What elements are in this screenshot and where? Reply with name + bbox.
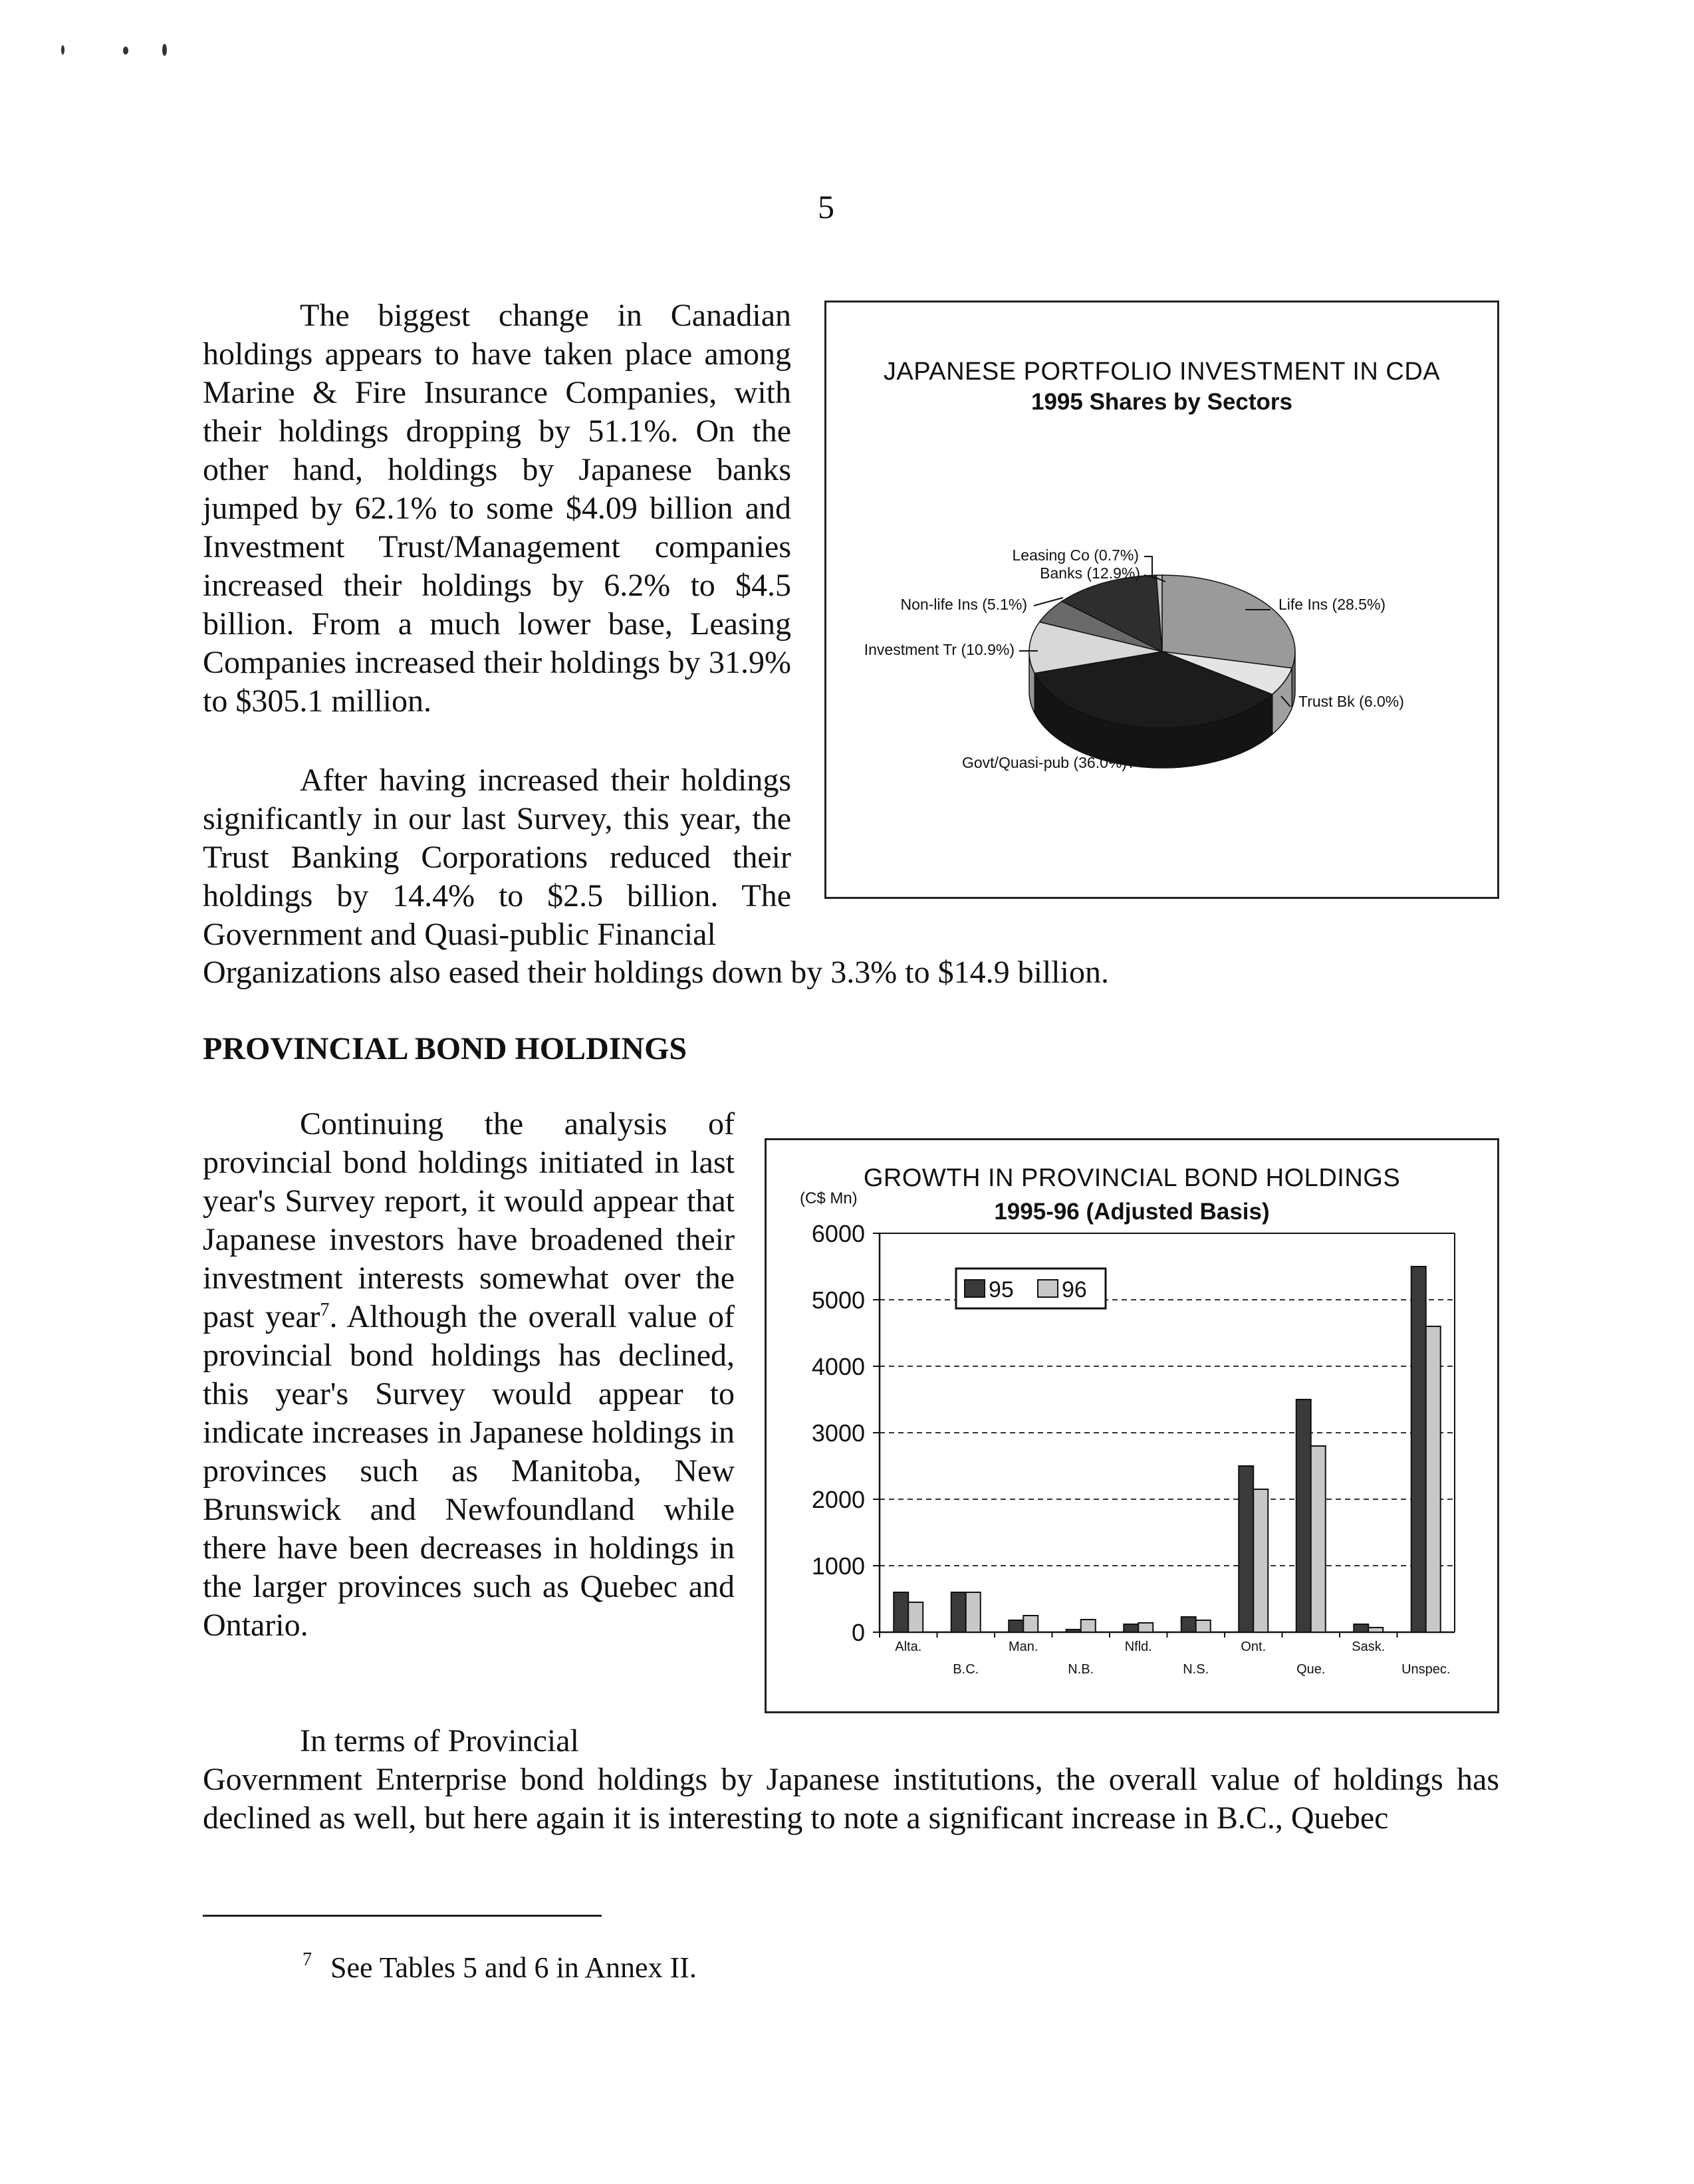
- x-tick-label: Man.: [1009, 1639, 1038, 1654]
- bar-96: [1426, 1326, 1441, 1632]
- paragraph-text: Continuing the analysis of provincial bond holdings initiated in last year's Survey report, it would appear that Japanese investors have broadened their investment interests somewhat over the past year: [203, 1106, 735, 1334]
- bar-95: [1009, 1620, 1023, 1632]
- bar-95: [1124, 1624, 1138, 1632]
- legend-swatch-95: [965, 1280, 985, 1297]
- pie-slice-label: Life Ins (28.5%): [1278, 596, 1386, 613]
- bar-95: [1181, 1617, 1196, 1632]
- paragraph-text: The biggest change in Canadian holdings appears to have taken place among Marine & Fire Insurance Companies, with their holdings dropping by 51.1%. On the other hand, holdings by Japanese banks jumped by 62.1% to some $4.09 billion and Investment Trust/Management companies increased their holdings by 6.2% to $4.5 billion. From a much lower base, Leasing Companies increased their holdings by 31.9% to $305.1 million.: [203, 298, 791, 719]
- y-tick-label: 5000: [811, 1286, 865, 1314]
- paragraph-enterprise-bonds: [203, 1722, 1499, 1838]
- pie-slice-label: Non-life Ins (5.1%): [900, 596, 1027, 613]
- x-tick-label: B.C.: [953, 1662, 979, 1677]
- bar-96: [1311, 1446, 1326, 1632]
- pie-slice-label: Trust Bk (6.0%): [1298, 693, 1404, 710]
- bar-95: [951, 1592, 966, 1632]
- section-heading: PROVINCIAL BOND HOLDINGS: [203, 1031, 687, 1066]
- pie-leader-line: [1144, 556, 1152, 575]
- x-tick-label: N.S.: [1183, 1662, 1209, 1677]
- footnote: [302, 1949, 697, 1985]
- scan-speck: [123, 47, 128, 55]
- bar-96: [966, 1592, 981, 1632]
- x-tick-label: Que.: [1296, 1662, 1326, 1677]
- page-number: 5: [818, 188, 834, 225]
- y-tick-label: 0: [851, 1619, 865, 1646]
- pie-slice-label: Banks (12.9%): [1040, 564, 1140, 582]
- scan-speck: [61, 45, 64, 55]
- x-tick-label: Ont.: [1241, 1639, 1267, 1654]
- paragraph-text: Organizations also eased their holdings down by 3.3% to $14.9 billion.: [203, 955, 1109, 990]
- footnote-rule: [203, 1915, 602, 1917]
- bar-chart: [767, 1140, 1497, 1711]
- bar-96: [1196, 1620, 1211, 1632]
- bar-95: [1296, 1399, 1311, 1632]
- pie-chart-title: JAPANESE PORTFOLIO INVESTMENT IN CDA: [883, 358, 1441, 386]
- legend-label: 96: [1062, 1277, 1087, 1302]
- pie-slice-label: Leasing Co (0.7%): [1012, 546, 1139, 564]
- y-tick-label: 2000: [811, 1486, 865, 1513]
- paragraph-insurance-banks: [203, 297, 791, 721]
- y-tick-label: 4000: [811, 1353, 865, 1380]
- pie-slice-label: Investment Tr (10.9%): [864, 641, 1015, 658]
- bar-95: [1066, 1630, 1081, 1632]
- x-tick-label: Unspec.: [1401, 1662, 1451, 1677]
- legend: [956, 1269, 1106, 1308]
- bar-chart-unit-label: (C$ Mn): [800, 1189, 858, 1207]
- paragraph-text: Government Enterprise bond holdings by Japanese institutions, the overall value of holdings has declined as well, but here again it is interesting to note a significant increase in B.C., Quebec: [203, 1762, 1499, 1836]
- paragraph-provincial-bonds: [203, 1105, 735, 1645]
- x-tick-label: N.B.: [1068, 1662, 1094, 1677]
- bar-96: [1253, 1489, 1268, 1632]
- bar-chart-subtitle: 1995-96 (Adjusted Basis): [994, 1199, 1270, 1225]
- paragraph-text: . Although the overall value of provincial bond holdings has declined, this year's Survey would appear to indicate increases in Japanese holdings in provinces such as Manitoba, New Brunswick and Newfoundland while there have been decreases in holdings in the larger provinces such as Quebec and Ontario.: [203, 1299, 735, 1643]
- bar-95: [1239, 1466, 1253, 1632]
- x-tick-label: Nfld.: [1124, 1639, 1152, 1654]
- pie-chart: [826, 303, 1497, 834]
- x-tick-label: Alta.: [895, 1639, 922, 1654]
- bar-96: [1138, 1623, 1153, 1632]
- scan-speck: [162, 44, 167, 56]
- footnote-text: See Tables 5 and 6 in Annex II.: [330, 1951, 697, 1984]
- footnote-marker: 7: [302, 1949, 312, 1970]
- bar-96: [1081, 1620, 1096, 1632]
- footnote-ref: 7: [320, 1300, 330, 1320]
- paragraph-trust-banking: [203, 761, 791, 954]
- paragraph-trust-banking-continued: [203, 953, 1267, 992]
- bar-chart-title: GROWTH IN PROVINCIAL BOND HOLDINGS: [863, 1164, 1401, 1192]
- y-tick-label: 1000: [811, 1552, 865, 1580]
- bar-95: [1354, 1624, 1368, 1632]
- pie-slice-label: Govt/Quasi-pub (36.0%): [961, 754, 1127, 771]
- legend-label: 95: [989, 1277, 1014, 1302]
- bar-96: [908, 1602, 923, 1632]
- pie-chart-subtitle: 1995 Shares by Sectors: [1030, 389, 1292, 415]
- bar-96: [1368, 1628, 1383, 1632]
- paragraph-text: In terms of Provincial: [300, 1723, 579, 1759]
- bar-95: [894, 1592, 908, 1632]
- legend-swatch-96: [1038, 1280, 1058, 1297]
- paragraph-text: After having increased their holdings significantly in our last Survey, this year, the Trust Banking Corporations reduced their holdings by 14.4% to $2.5 billion. The Government and Quasi-public Financial: [203, 763, 791, 952]
- y-tick-label: 3000: [811, 1419, 865, 1447]
- bar-chart-frame: [765, 1138, 1499, 1713]
- x-tick-label: Sask.: [1352, 1639, 1386, 1654]
- y-tick-label: 6000: [811, 1220, 865, 1247]
- bar-96: [1023, 1616, 1038, 1632]
- bar-95: [1411, 1267, 1426, 1632]
- pie-chart-frame: [824, 301, 1499, 899]
